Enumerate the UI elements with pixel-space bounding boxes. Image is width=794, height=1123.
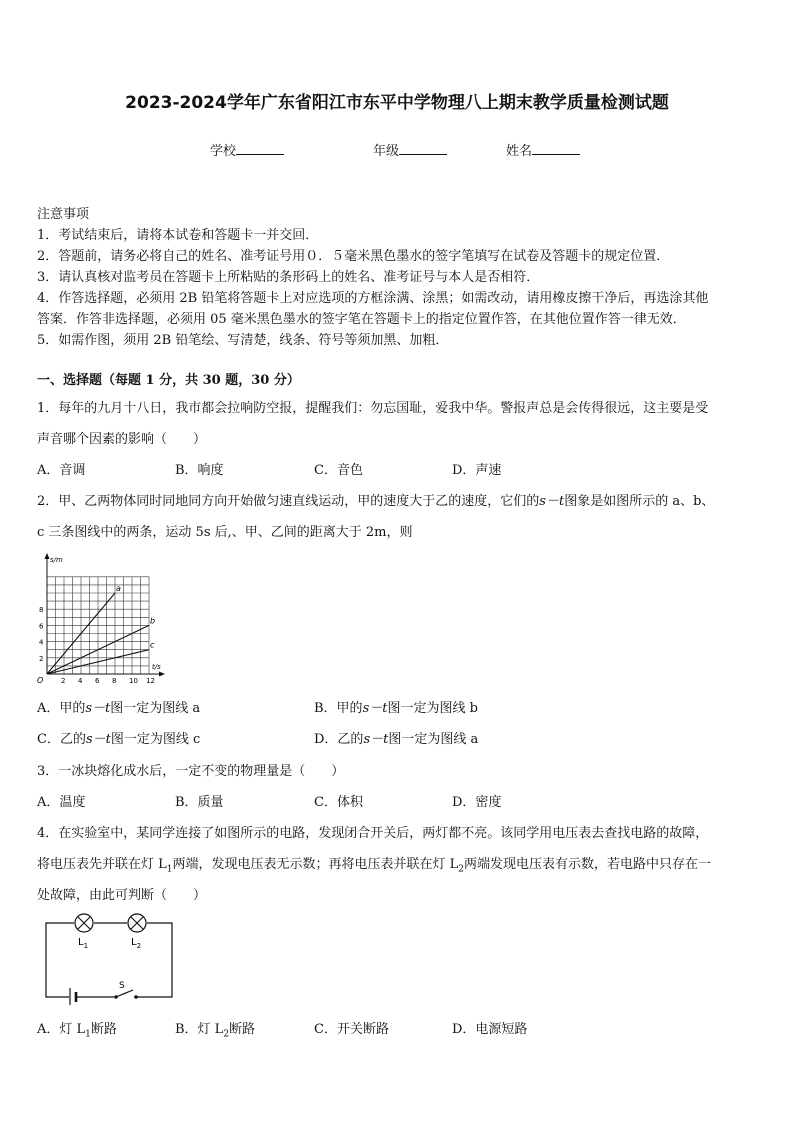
x-tick-label: 2 [61, 677, 66, 685]
lamp-l1-icon [75, 914, 93, 932]
q1-option-c[interactable]: C．音色 [314, 463, 363, 478]
lamp-l2-label: $L_2$ [131, 937, 142, 950]
q4-option-a[interactable]: A．灯 $L_1$断路 [37, 1022, 117, 1040]
notice-item: 答案．作答非选择题，必须用 05 毫米黑色墨水的签字笔在答题卡上的指定位置作答，在其他位置作答一律无效． [37, 312, 686, 327]
line-label-a: a [116, 584, 121, 593]
x-tick-label: 4 [78, 677, 83, 685]
origin-label: O [37, 676, 44, 685]
q2-stem-cont: c 三条图线中的两条，运动 5s 后,、甲、乙间的距离大于 2m，则 [37, 525, 413, 540]
y-axis-arrow [45, 553, 50, 559]
lamp-l2-icon [128, 914, 146, 932]
q1-stem-cont: 声音哪个因素的影响（ ） [37, 432, 207, 447]
x-tick-label: 8 [112, 677, 117, 685]
line-label-b: b [150, 616, 156, 626]
circuit-diagram [44, 910, 179, 1005]
y-tick-label: 6 [39, 622, 44, 631]
line-label-c: c [150, 640, 155, 650]
notice-heading: 注意事项 [37, 207, 90, 222]
st-graph [34, 553, 174, 686]
q3-stem: 3．一冰块熔化成水后，一定不变的物理量是（ ） [37, 764, 345, 779]
q4-option-c[interactable]: C．开关断路 [314, 1022, 389, 1037]
name-label: 姓名 [506, 144, 533, 159]
y-tick-label: 4 [39, 638, 44, 647]
school-field [210, 140, 284, 159]
name-blank [532, 142, 580, 155]
q2-option-c[interactable]: C．乙的s－t图一定为图线 c [37, 732, 201, 747]
x-axis-arrow [159, 672, 165, 677]
lamp-l1-label: $L_1$ [78, 937, 89, 950]
x-tick-label: 10 [129, 677, 138, 685]
switch-icon [114, 990, 138, 999]
section-heading: 一、选择题（每题 1 分，共 30 题，30 分） [37, 373, 300, 388]
q2-option-a[interactable]: A．甲的s－t图一定为图线 a [37, 701, 201, 716]
school-label: 学校 [210, 144, 237, 159]
q4-stem-cont2: 处故障，由此可判断（ ） [37, 888, 207, 903]
circuit-wire [46, 923, 74, 997]
grade-label: 年级 [373, 144, 400, 159]
q4-stem-cont: 将电压表先并联在灯 $L_1$两端，发现电压表无示数；再将电压表并联在灯 $L_2$两端发现电压表有示数，若电路中只存在一 [37, 857, 712, 875]
circuit-wire [137, 923, 172, 997]
q1-option-a[interactable]: A．音调 [37, 463, 86, 478]
x-tick-label: 6 [95, 677, 100, 685]
q3-option-d[interactable]: D．密度 [452, 795, 502, 810]
q2-option-d[interactable]: D．乙的s－t图一定为图线 a [314, 732, 479, 747]
q1-stem: 1．每年的九月十八日，我市都会拉响防空报，提醒我们：勿忘国耻，爱我中华。警报声总是会传得很远，这主要是受 [37, 401, 709, 416]
q4-option-d[interactable]: D．电源短路 [452, 1022, 528, 1037]
page-title: 2023-2024学年广东省阳江市东平中学物理八上期末教学质量检测试题 [125, 93, 669, 113]
grade-blank [399, 142, 447, 155]
notice-item: 5．如需作图，须用 2B 铅笔绘、写清楚，线条、符号等须加黑、加粗． [37, 333, 449, 348]
q1-option-d[interactable]: D．声速 [452, 463, 502, 478]
battery-icon [70, 988, 76, 1005]
switch-label: S [119, 981, 125, 991]
q4-stem: 4．在实验室中，某同学连接了如图所示的电路，发现闭合开关后，两灯都不亮。该同学用电压表去查找电路的故障， [37, 826, 709, 841]
q2-stem: 2．甲、乙两物体同时同地同方向开始做匀速直线运动，甲的速度大于乙的速度，它们的s－t图象是如图所示的 a、b、 [37, 494, 715, 509]
notice-item: 1．考试结束后，请将本试卷和答题卡一并交回． [37, 228, 319, 243]
school-blank [236, 142, 284, 155]
notice-item: 4．作答选择题，必须用 2B 铅笔将答题卡上对应选项的方框涂满、涂黑；如需改动，请用橡皮擦干净后，再选涂其他 [37, 291, 709, 306]
q3-option-a[interactable]: A．温度 [37, 795, 86, 810]
x-axis-label: t/s [152, 663, 161, 671]
q4-option-b[interactable]: B．灯 $L_2$断路 [175, 1022, 256, 1040]
grade-field [373, 140, 447, 159]
notice-item: 2．答题前，请务必将自己的姓名、准考证号用０．５毫米黑色墨水的签字笔填写在试卷及答题卡的规定位置． [37, 249, 670, 264]
y-tick-label: 2 [39, 654, 44, 663]
x-tick-label: 12 [146, 677, 155, 685]
q3-option-b[interactable]: B．质量 [175, 795, 224, 810]
q3-option-c[interactable]: C．体积 [314, 795, 363, 810]
graph-grid [47, 577, 149, 674]
notice-item: 3．请认真核对监考员在答题卡上所粘贴的条形码上的姓名、准考证号与本人是否相符． [37, 270, 540, 285]
y-axis-label: s/m [50, 556, 63, 564]
q1-option-b[interactable]: B．响度 [175, 463, 224, 478]
q2-option-b[interactable]: B．甲的s－t图一定为图线 b [314, 701, 478, 716]
y-tick-label: 8 [39, 606, 44, 615]
name-field [506, 140, 580, 159]
st-symbol: s－t [539, 494, 565, 509]
